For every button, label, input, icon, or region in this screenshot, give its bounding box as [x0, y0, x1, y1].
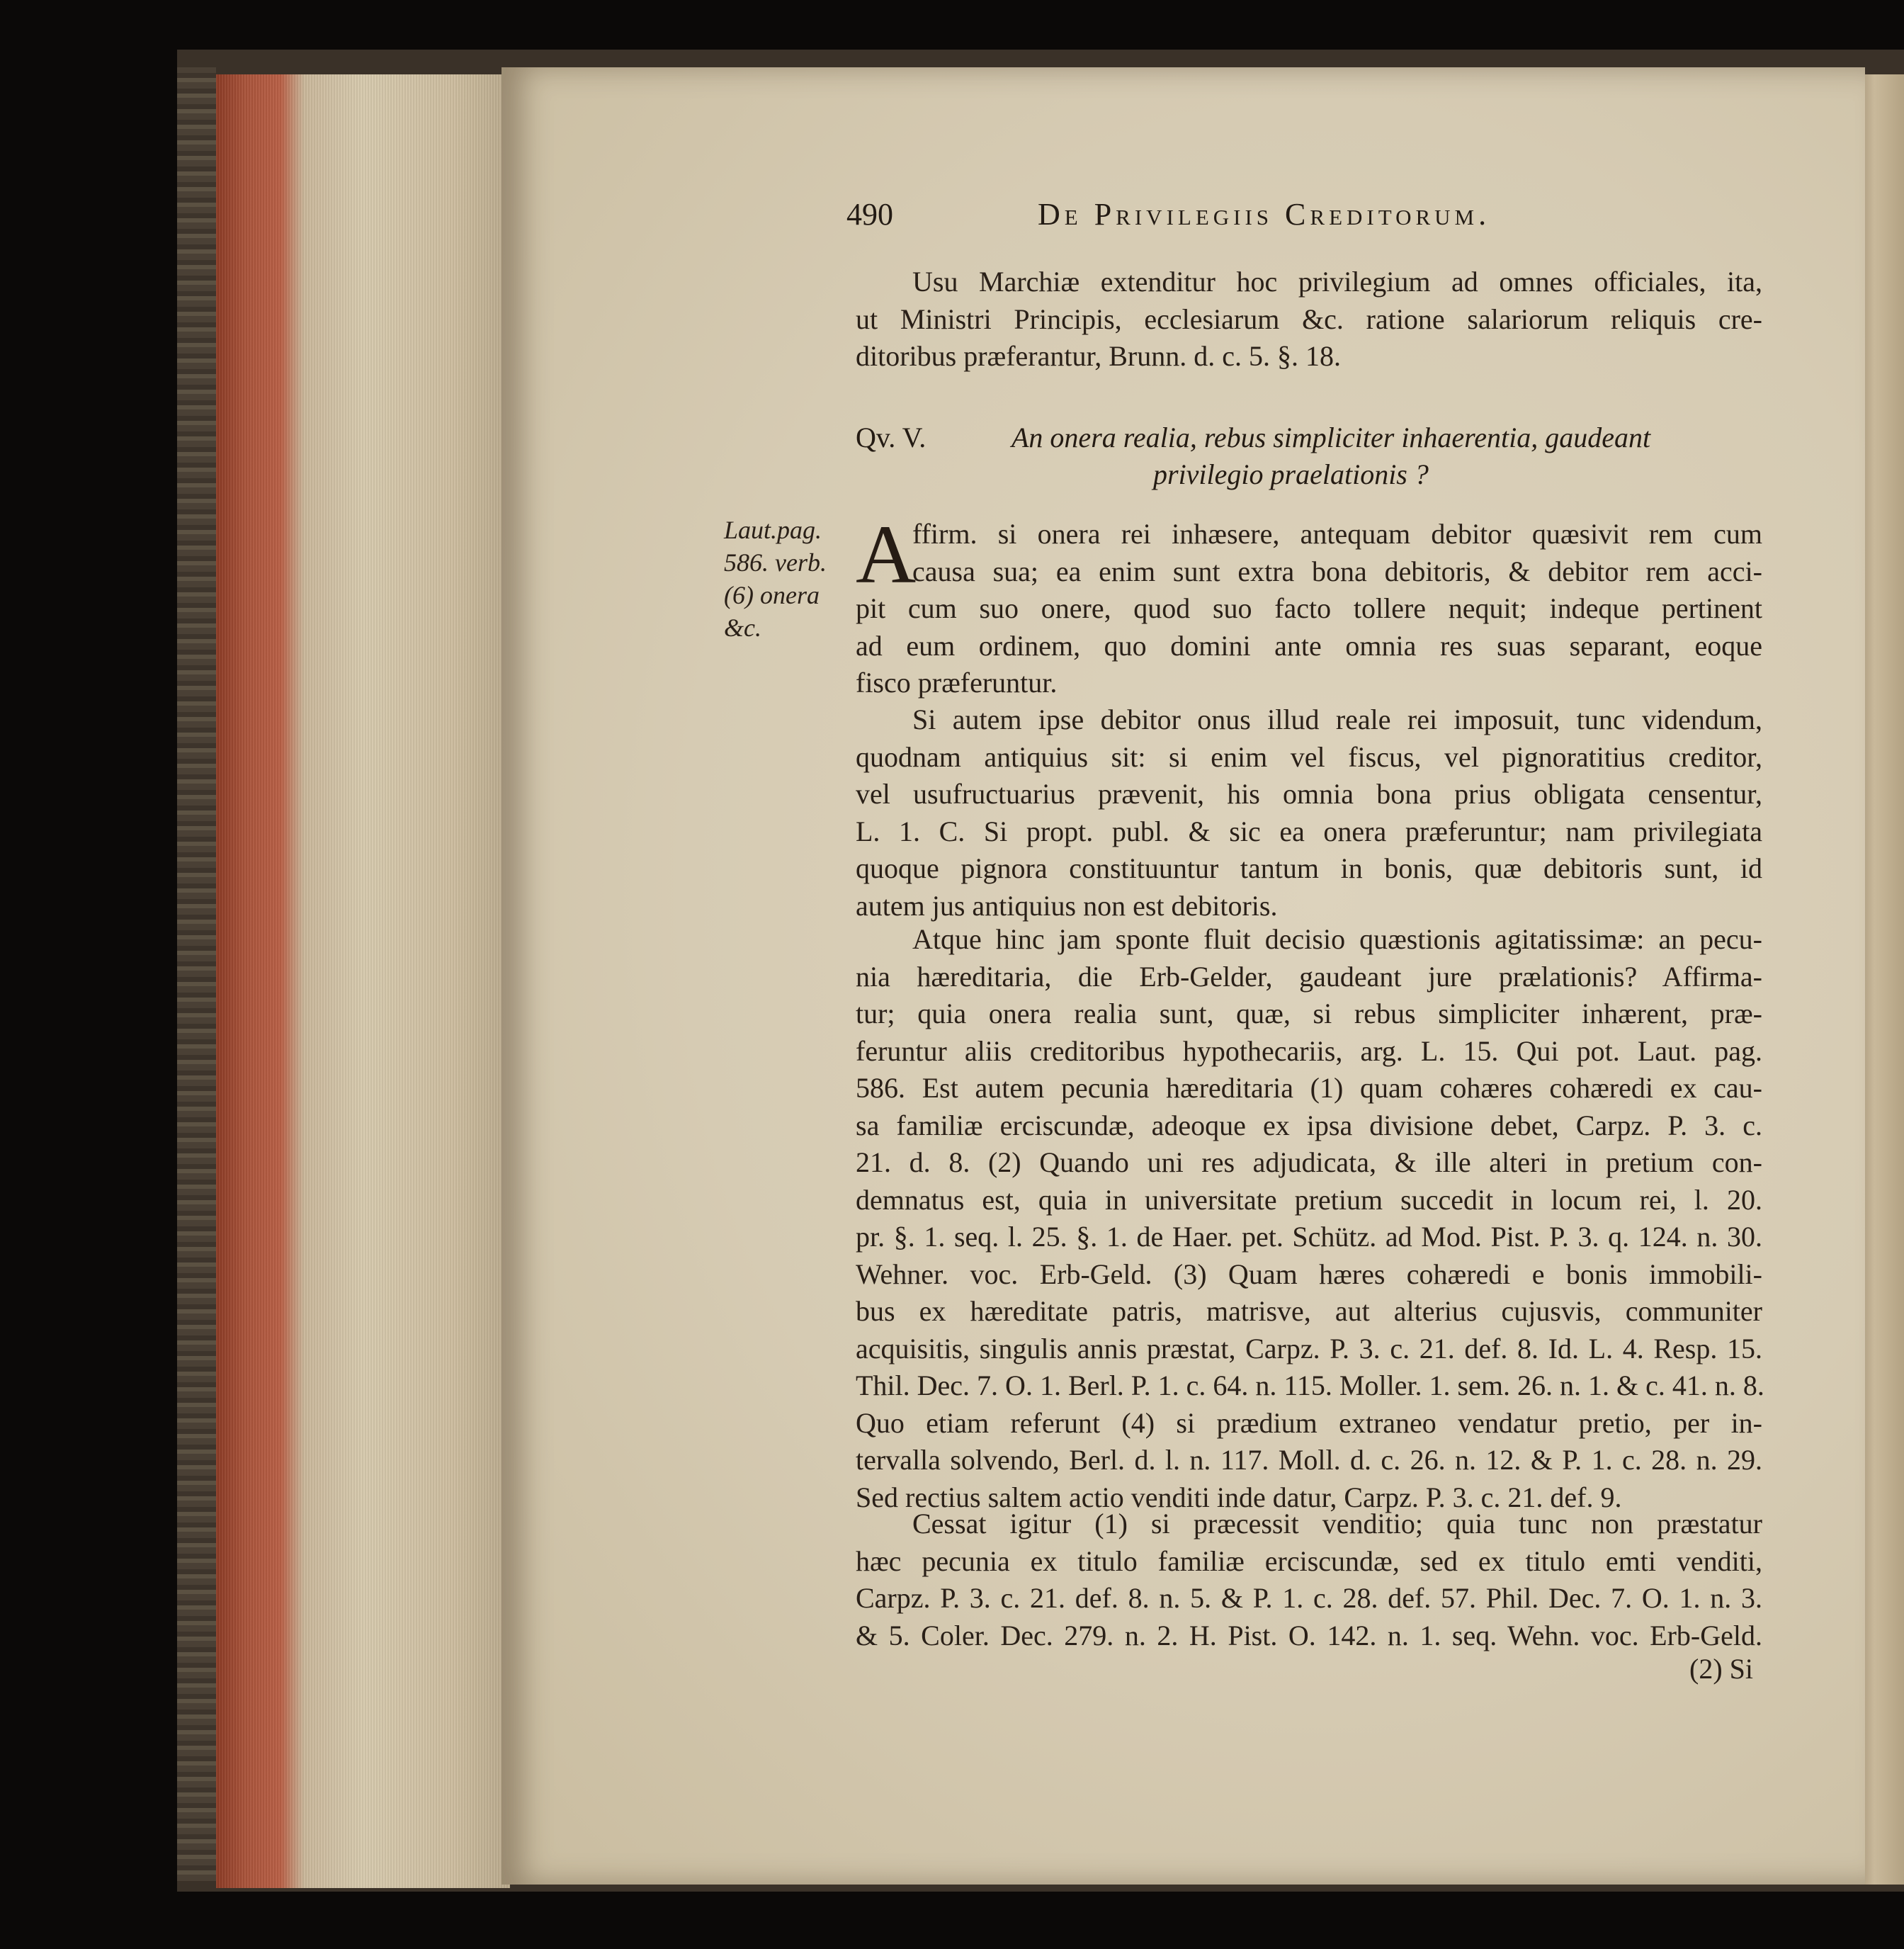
paragraph-4	[856, 1505, 1762, 1654]
paragraph-3	[856, 921, 1762, 1516]
book-spine	[177, 67, 216, 1881]
text-line: hæc pecunia ex titulo familiæ erciscundæ, sed ex titulo emti venditi,	[856, 1544, 1762, 1577]
text-line: tervalla solvendo, Berl. d. l. n. 117. Moll. d. c. 26. n. 12. & P. 1. c. 28. n. 29.	[856, 1444, 1762, 1476]
text-line: Sed rectius saltem actio venditi inde datur, Carpz. P. 3. c. 21. def. 9.	[856, 1481, 1622, 1513]
text-line: nia hæreditaria, die Erb-Gelder, gaudeant jure prælationis? Affirma-	[856, 960, 1762, 993]
text-line: Cessat igitur (1) si præcessit venditio; quia tunc non præstatur	[912, 1508, 1762, 1540]
text-line: 21. d. 8. (2) Quando uni res adjudicata, & ille alteri in pretium con-	[856, 1146, 1762, 1178]
text-line: acquisitis, singulis annis præstat, Carpz. P. 3. c. 21. def. 8. Id. L. 4. Resp. 15.	[856, 1332, 1762, 1365]
question-label: Qv. V.	[856, 422, 926, 453]
text-line: pit cum suo onere, quod suo facto tollere nequit; indeque pertinent	[856, 592, 1762, 624]
text-line: Wehner. voc. Erb-Geld. (3) Quam hæres cohæredi e bonis immobili-	[856, 1258, 1762, 1290]
question-text-line-1: An onera realia, rebus simpliciter inhaerentia, gaudeant	[1012, 422, 1651, 453]
text-line: & 5. Coler. Dec. 279. n. 2. H. Pist. O. 142. n. 1. seq. Wehn. voc. Erb-Geld.	[856, 1619, 1762, 1651]
text-line: quoque pignora constituuntur tantum in bonis, quæ debitoris sunt, id	[856, 852, 1762, 884]
paragraph-2	[856, 701, 1762, 925]
text-line: Carpz. P. 3. c. 21. def. 8. n. 5. & P. 1. c. 28. def. 57. Phil. Dec. 7. O. 1. n. 3.	[856, 1582, 1762, 1614]
text-line: pr. §. 1. seq. l. 25. §. 1. de Haer. pet. Schütz. ad Mod. Pist. P. 3. q. 124. n. 30.	[856, 1221, 1762, 1253]
answer-paragraph	[856, 508, 1762, 702]
text-line: Atque hinc jam sponte fluit decisio quæstionis agitatissimæ: an pecu-	[912, 923, 1762, 955]
text-line: ffirm. si onera rei inhæsere, antequam debitor quæsivit rem cum	[912, 518, 1762, 550]
text-line: fisco præferuntur.	[856, 667, 1058, 699]
margin-note-line: &c.	[724, 614, 761, 642]
page-header	[846, 196, 1796, 239]
drop-cap: A	[856, 508, 917, 601]
running-title: De Privilegiis Creditorum.	[1038, 197, 1491, 232]
margin-note	[724, 514, 851, 644]
page-edges	[216, 74, 510, 1888]
text-line: causa sua; ea enim sunt extra bona debitoris, & debitor rem acci-	[912, 555, 1762, 587]
text-line: Si autem ipse debitor onus illud reale rei imposuit, tunc videndum,	[912, 704, 1762, 735]
margin-note-line: Laut.pag.	[724, 516, 822, 544]
text-line: ad eum ordinem, quo domini ante omnia res suas separant, eoque	[856, 629, 1762, 662]
margin-note-line: (6) onera	[724, 581, 820, 609]
text-line: autem jus antiquius non est debitoris.	[856, 889, 1278, 922]
text-line: tur; quia onera realia sunt, quæ, si rebus simpliciter inhærent, præ-	[856, 998, 1762, 1029]
text-line: L. 1. C. Si propt. publ. & sic ea onera præferuntur; nam privilegiata	[856, 815, 1762, 847]
margin-note-line: 586. verb.	[724, 548, 827, 577]
question-text-line-2: privilegio praelationis ?	[1153, 458, 1429, 490]
text-line: ut Ministri Principis, ecclesiarum &c. ratione salariorum reliquis cre-	[856, 303, 1762, 335]
text-line: bus ex hæreditate patris, matrisve, aut alterius cujusvis, communiter	[856, 1295, 1762, 1327]
text-line: Usu Marchiæ extenditur hoc privilegium ad omnes officiales, ita,	[912, 266, 1762, 298]
text-line: demnatus est, quia in universitate pretium succedit in locum rei, l. 20.	[856, 1183, 1762, 1216]
text-line: vel usufructuarius prævenit, his omnia bona prius obligata censentur,	[856, 778, 1762, 810]
text-line: 586. Est autem pecunia hæreditaria (1) quam cohæres cohæredi ex cau-	[856, 1072, 1762, 1104]
text-line: quodnam antiquius sit: si enim vel fiscus, vel pignoratitius creditor,	[856, 740, 1762, 773]
catchword: (2) Si	[1689, 1653, 1753, 1685]
opening-paragraph	[856, 264, 1762, 375]
text-line: Thil. Dec. 7. O. 1. Berl. P. 1. c. 64. n. 115. Moller. 1. sem. 26. n. 1. & c. 41. n. 8.	[856, 1369, 1764, 1401]
page-number: 490	[846, 197, 893, 232]
text-line: ditoribus præferantur, Brunn. d. c. 5. §. 18.	[856, 340, 1341, 372]
text-line: sa familiæ erciscundæ, adeoque ex ipsa divisione debet, Carpz. P. 3. c.	[856, 1109, 1762, 1141]
text-line: feruntur aliis creditoribus hypothecariis, arg. L. 15. Qui pot. Laut. pag.	[856, 1034, 1762, 1067]
text-line: Quo etiam referunt (4) si prædium extraneo vendatur pretio, per in-	[856, 1406, 1762, 1439]
